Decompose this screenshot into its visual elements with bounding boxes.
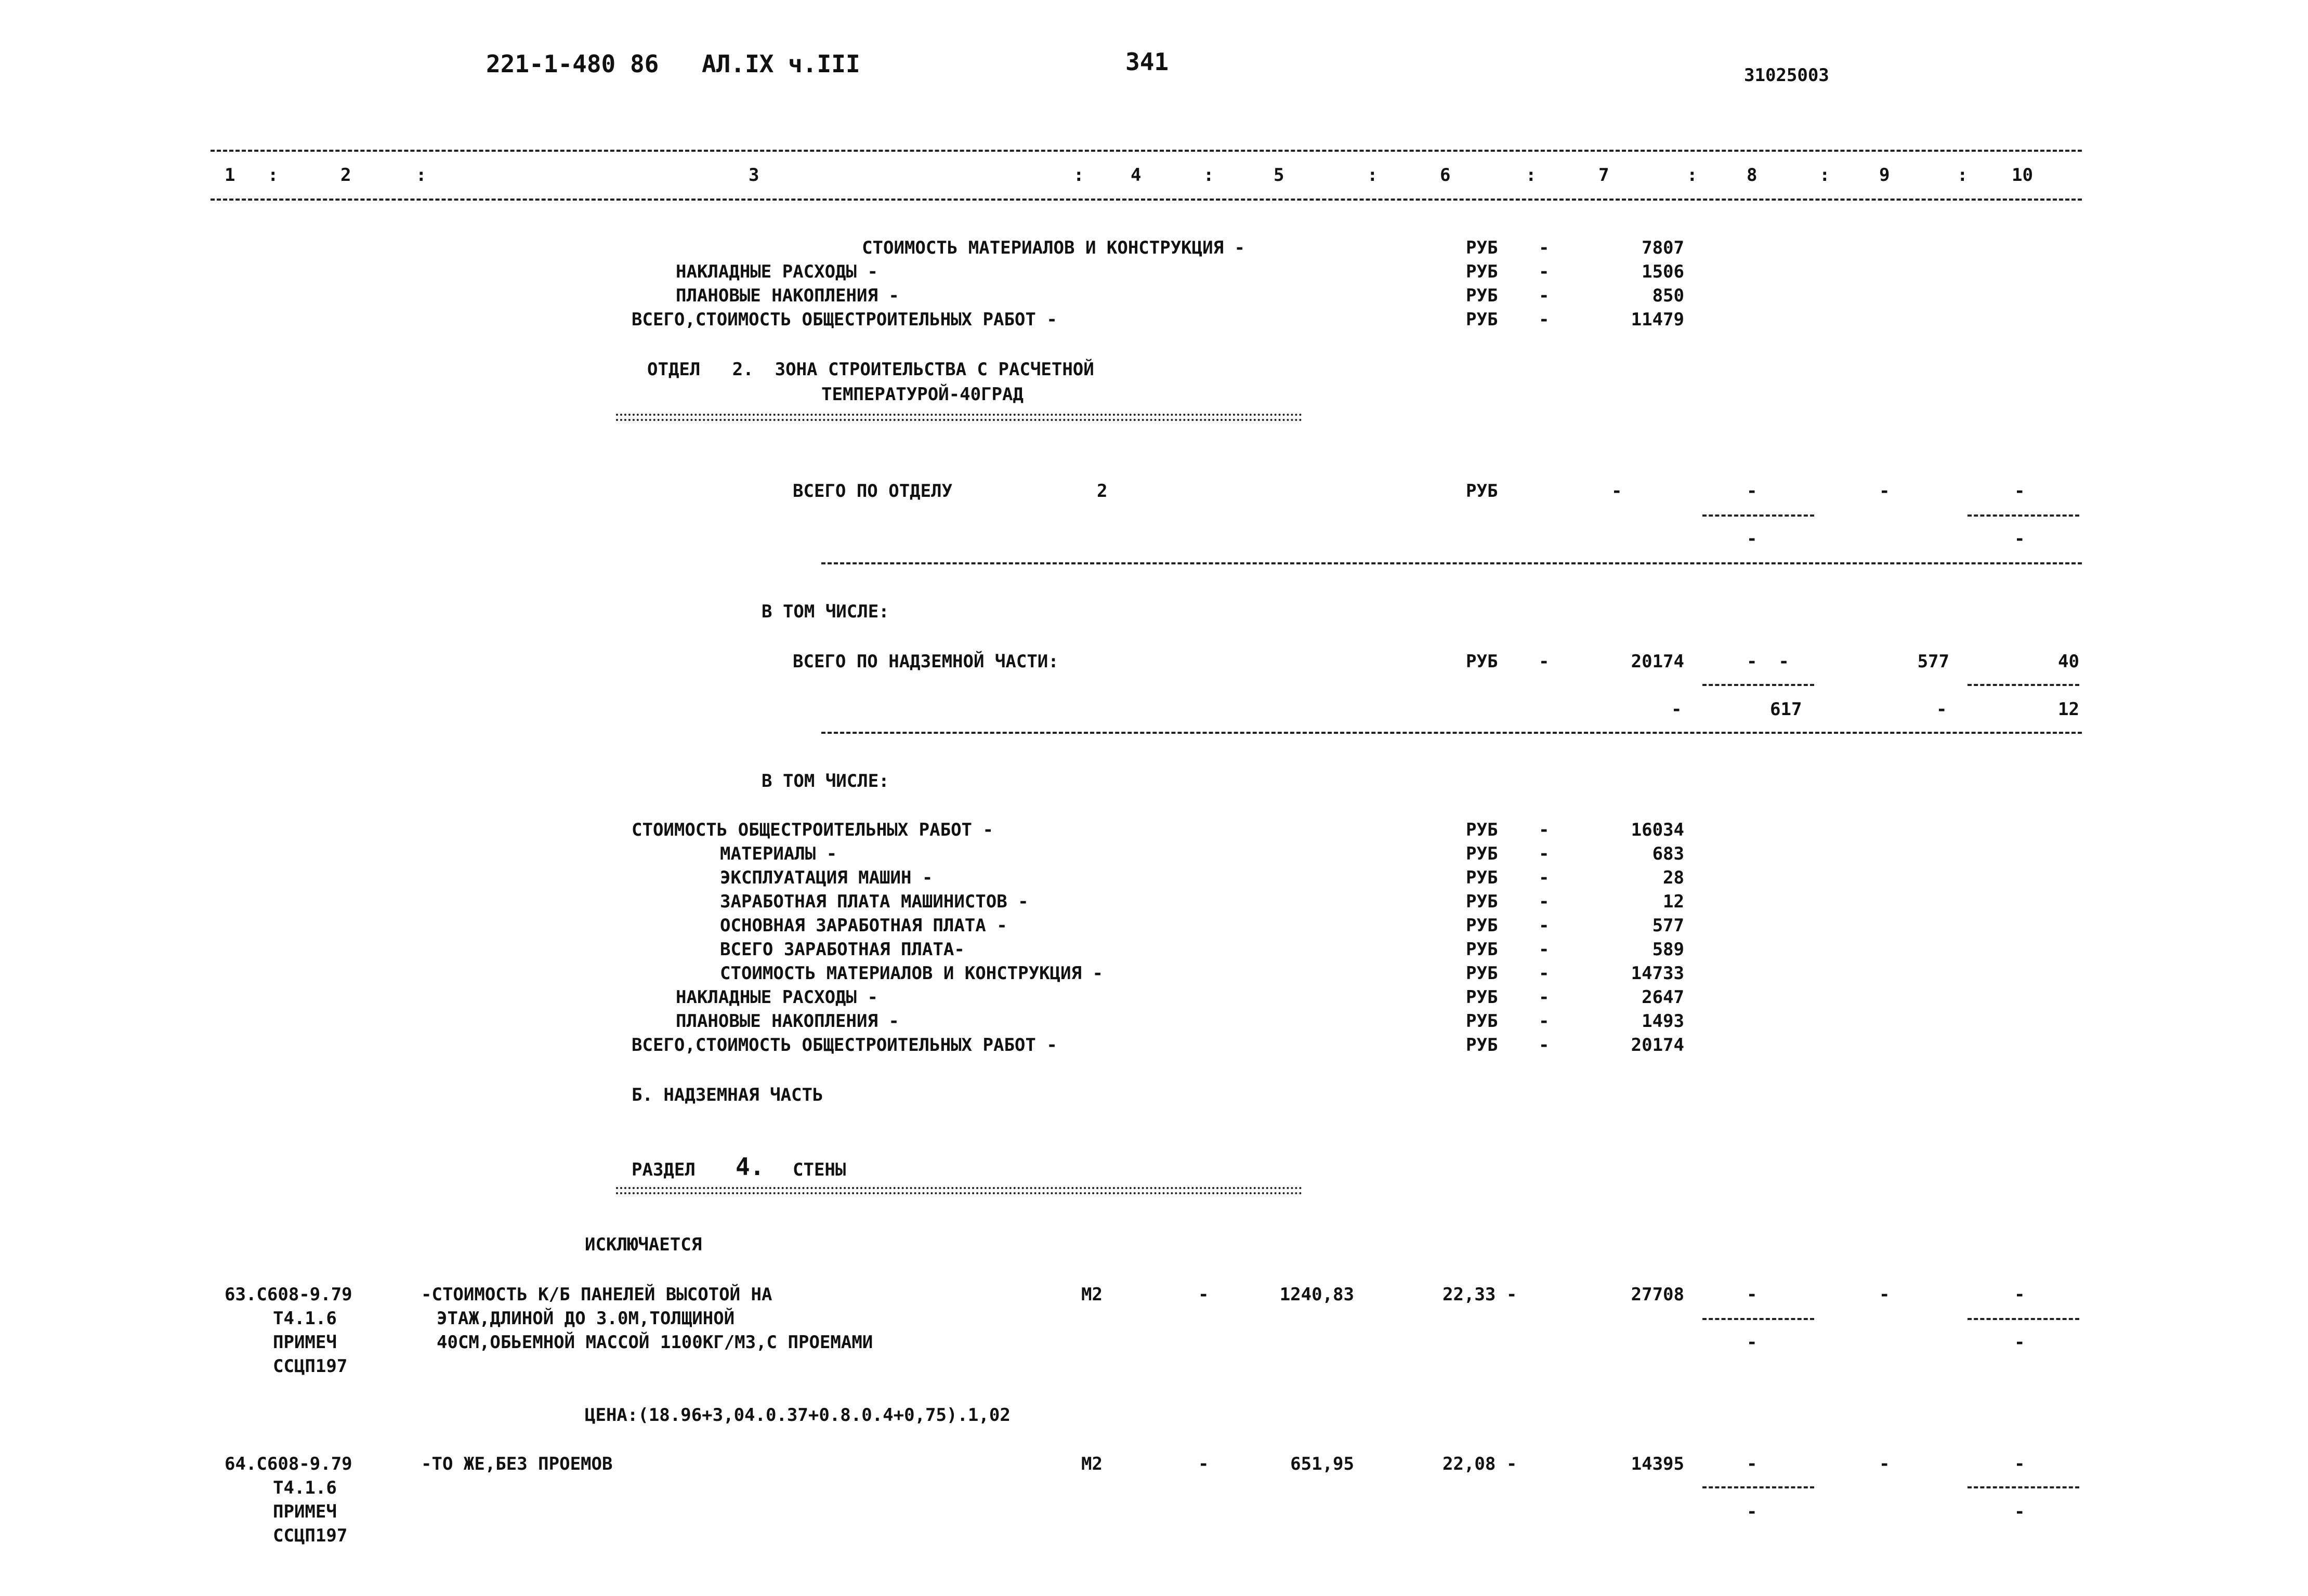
section-heading: ОТДЕЛ 2. ЗОНА СТРОИТЕЛЬСТВА С РАСЧЕТНОЙ [647, 359, 1094, 380]
summary-value: 850 [1652, 285, 1684, 306]
item-c9: - [1879, 1454, 1890, 1474]
total-c10-top: - [2014, 481, 2025, 502]
item-code-ref: Т4.1.6 [273, 1478, 337, 1498]
part-heading: Б. НАДЗЕМНАЯ ЧАСТЬ [632, 1085, 823, 1105]
summary-dash: - [1539, 843, 1550, 864]
item-qty: 651,95 [1290, 1454, 1354, 1474]
col-5: 5 [1274, 165, 1284, 186]
item-code-ref: ССЦП197 [273, 1525, 348, 1546]
summary-label: ОСНОВНАЯ ЗАРАБОТНАЯ ПЛАТА - [720, 915, 1007, 936]
header-rule-top [211, 150, 2082, 152]
fraction-rule [1702, 515, 1814, 517]
col-sep: : [1819, 165, 1830, 186]
col-4: 4 [1131, 165, 1142, 186]
total-unit: РУБ [1466, 481, 1498, 502]
summary-unit: РУБ [1466, 309, 1498, 330]
summary-label: ПЛАНОВЫЕ НАКОПЛЕНИЯ - [676, 285, 899, 306]
col-9: 9 [1879, 165, 1890, 186]
summary-unit: РУБ [1466, 867, 1498, 888]
summary-label: ВСЕГО,СТОИМОСТЬ ОБЩЕСТРОИТЕЛЬНЫХ РАБОТ - [632, 1035, 1057, 1056]
summary-dash: - [1539, 915, 1550, 936]
item-c8-bottom: - [1747, 1332, 1758, 1353]
summary-dash: - [1539, 238, 1550, 258]
item-c10-top: - [2014, 1454, 2025, 1474]
summary-unit: РУБ [1466, 891, 1498, 912]
item-unit: М2 [1081, 1454, 1103, 1474]
item-c8-top: - [1747, 1454, 1758, 1474]
item-c8-bottom: - [1747, 1501, 1758, 1522]
total-c10-top: 40 [2058, 651, 2079, 672]
summary-value: 683 [1652, 843, 1684, 864]
item-price: 22,33 - [1442, 1284, 1517, 1305]
summary-dash: - [1539, 820, 1550, 840]
summary-label: НАКЛАДНЫЕ РАСХОДЫ - [676, 261, 878, 282]
summary-value: 14733 [1631, 963, 1684, 984]
fraction-rule [1702, 1318, 1814, 1320]
total-c7-bottom: - [1671, 699, 1682, 720]
col-8: 8 [1747, 165, 1758, 186]
col-sep: : [1957, 165, 1968, 186]
summary-unit: РУБ [1466, 820, 1498, 840]
total-c10-bottom: - [2014, 529, 2025, 549]
summary-label: ПЛАНОВЫЕ НАКОПЛЕНИЯ - [676, 1011, 899, 1032]
summary-label: ВСЕГО,СТОИМОСТЬ ОБЩЕСТРОИТЕЛЬНЫХ РАБОТ - [632, 309, 1057, 330]
fraction-rule [1968, 684, 2079, 686]
summary-dash: - [1539, 285, 1550, 306]
col-7: 7 [1598, 165, 1609, 186]
item-code-ref: ПРИМЕЧ [273, 1501, 337, 1522]
col-sep: : [1203, 165, 1214, 186]
item-code-ref: Т4.1.6 [273, 1308, 337, 1329]
total-c9-bottom: - [1936, 699, 1947, 720]
section-heading-cont: ТЕМПЕРАТУРОЙ-40ГРАД [821, 384, 1024, 405]
summary-dash: - [1539, 939, 1550, 960]
col-10: 10 [2012, 165, 2033, 186]
summary-unit: РУБ [1466, 843, 1498, 864]
summary-dash: - [1539, 891, 1550, 912]
col-2: 2 [340, 165, 351, 186]
total-c8-bottom: 617 [1770, 699, 1802, 720]
doc-number: 31025003 [1744, 65, 1829, 86]
summary-unit: РУБ [1466, 963, 1498, 984]
summary-dash: - [1539, 987, 1550, 1008]
summary-dash: - [1539, 309, 1550, 330]
summary-value: 1506 [1642, 261, 1684, 282]
total-c8-bottom: - [1747, 529, 1758, 549]
summary-unit: РУБ [1466, 261, 1498, 282]
item-code: 63.С608-9.79 [225, 1284, 352, 1305]
double-rule [616, 419, 1302, 421]
col-3: 3 [749, 165, 759, 186]
summary-label: СТОИМОСТЬ МАТЕРИАЛОВ И КОНСТРУКЦИЯ - [862, 238, 1245, 258]
item-total: 27708 [1631, 1284, 1684, 1305]
total-dash: - [1539, 651, 1550, 672]
total-label: ВСЕГО ПО ОТДЕЛУ [793, 481, 953, 502]
col-sep: : [416, 165, 427, 186]
summary-value: 16034 [1631, 820, 1684, 840]
doc-code: 221-1-480 86 [486, 50, 659, 78]
summary-unit: РУБ [1466, 285, 1498, 306]
item-c10-top: - [2014, 1284, 2025, 1305]
summary-value: 2647 [1642, 987, 1684, 1008]
item-code-ref: ПРИМЕЧ [273, 1332, 337, 1353]
col-sep: : [1687, 165, 1698, 186]
item-qty: 1240,83 [1279, 1284, 1354, 1305]
fraction-rule [1968, 515, 2079, 517]
summary-value: 11479 [1631, 309, 1684, 330]
fraction-rule [1702, 684, 1814, 686]
item-unit: М2 [1081, 1284, 1103, 1305]
subtotal-caption: В ТОМ ЧИСЛЕ: [762, 601, 889, 622]
subtotal-caption: В ТОМ ЧИСЛЕ: [762, 771, 889, 792]
item-c10-bottom: - [2014, 1332, 2025, 1353]
double-rule [616, 414, 1302, 416]
summary-value: 577 [1652, 915, 1684, 936]
excluded-caption: ИСКЛЮЧАЕТСЯ [585, 1234, 702, 1255]
total-c9: 577 [1917, 651, 1949, 672]
item-code-ref: ССЦП197 [273, 1356, 348, 1377]
fraction-rule [1968, 1318, 2079, 1320]
section-rule [821, 562, 2082, 564]
col-sep: : [1526, 165, 1537, 186]
summary-label: ВСЕГО ЗАРАБОТНАЯ ПЛАТА- [720, 939, 965, 960]
item-price: 22,08 - [1442, 1454, 1517, 1474]
item-c9: - [1879, 1284, 1890, 1305]
item-c10-bottom: - [2014, 1501, 2025, 1522]
fraction-rule [1968, 1486, 2079, 1488]
total-num: 2 [1097, 481, 1108, 502]
summary-dash: - [1539, 963, 1550, 984]
total-c6: - [1611, 481, 1622, 502]
double-rule [616, 1192, 1302, 1194]
item-c5: - [1198, 1284, 1209, 1305]
col-1: 1 [225, 165, 235, 186]
price-formula: ЦЕНА:(18.96+3,04.0.37+0.8.0.4+0,75).1,02 [585, 1405, 1011, 1426]
razdel-num: 4. [736, 1153, 765, 1181]
razdel-word: РАЗДЕЛ [632, 1159, 696, 1180]
summary-label: СТОИМОСТЬ МАТЕРИАЛОВ И КОНСТРУКЦИЯ - [720, 963, 1103, 984]
total-c8-top: - - [1747, 651, 1789, 672]
summary-value: 589 [1652, 939, 1684, 960]
total-c8-top: - [1747, 481, 1758, 502]
total-unit: РУБ [1466, 651, 1498, 672]
double-rule [616, 1187, 1302, 1189]
summary-label: ЭКСПЛУАТАЦИЯ МАШИН - [720, 867, 933, 888]
item-total: 14395 [1631, 1454, 1684, 1474]
summary-unit: РУБ [1466, 987, 1498, 1008]
total-value: 20174 [1631, 651, 1684, 672]
summary-label: НАКЛАДНЫЕ РАСХОДЫ - [676, 987, 878, 1008]
item-code: 64.С608-9.79 [225, 1454, 352, 1474]
album-ref: АЛ.IX ч.III [702, 50, 860, 78]
summary-value: 7807 [1642, 238, 1684, 258]
item-desc: -ТО ЖЕ,БЕЗ ПРОЕМОВ [421, 1454, 613, 1474]
summary-unit: РУБ [1466, 939, 1498, 960]
item-desc: ЭТАЖ,ДЛИНОЙ ДО 3.0М,ТОЛЩИНОЙ [437, 1308, 735, 1329]
item-desc: -СТОИМОСТЬ К/Б ПАНЕЛЕЙ ВЫСОТОЙ НА [421, 1284, 772, 1305]
col-6: 6 [1440, 165, 1451, 186]
summary-label: СТОИМОСТЬ ОБЩЕСТРОИТЕЛЬНЫХ РАБОТ - [632, 820, 993, 840]
summary-unit: РУБ [1466, 915, 1498, 936]
col-sep: : [1367, 165, 1378, 186]
summary-dash: - [1539, 1035, 1550, 1056]
page-number: 341 [1125, 48, 1169, 76]
total-c10-bottom: 12 [2058, 699, 2079, 720]
col-sep: : [1073, 165, 1084, 186]
section-rule [821, 732, 2082, 734]
summary-value: 28 [1663, 867, 1684, 888]
item-c5: - [1198, 1454, 1209, 1474]
item-desc: 40СМ,ОБЬЕМНОЙ МАССОЙ 1100КГ/М3,С ПРОЕМАМИ [437, 1332, 873, 1353]
summary-dash: - [1539, 261, 1550, 282]
razdel-title: СТЕНЫ [793, 1159, 846, 1180]
fraction-rule [1702, 1486, 1814, 1488]
summary-unit: РУБ [1466, 1035, 1498, 1056]
summary-label: ЗАРАБОТНАЯ ПЛАТА МАШИНИСТОВ - [720, 891, 1029, 912]
summary-value: 20174 [1631, 1035, 1684, 1056]
total-label: ВСЕГО ПО НАДЗЕМНОЙ ЧАСТИ: [793, 651, 1059, 672]
summary-value: 1493 [1642, 1011, 1684, 1032]
total-c9: - [1879, 481, 1890, 502]
item-c8-top: - [1747, 1284, 1758, 1305]
summary-unit: РУБ [1466, 1011, 1498, 1032]
col-sep: : [268, 165, 279, 186]
header-rule-bottom [211, 199, 2082, 201]
summary-dash: - [1539, 1011, 1550, 1032]
summary-unit: РУБ [1466, 238, 1498, 258]
summary-value: 12 [1663, 891, 1684, 912]
summary-label: МАТЕРИАЛЫ - [720, 843, 837, 864]
summary-dash: - [1539, 867, 1550, 888]
